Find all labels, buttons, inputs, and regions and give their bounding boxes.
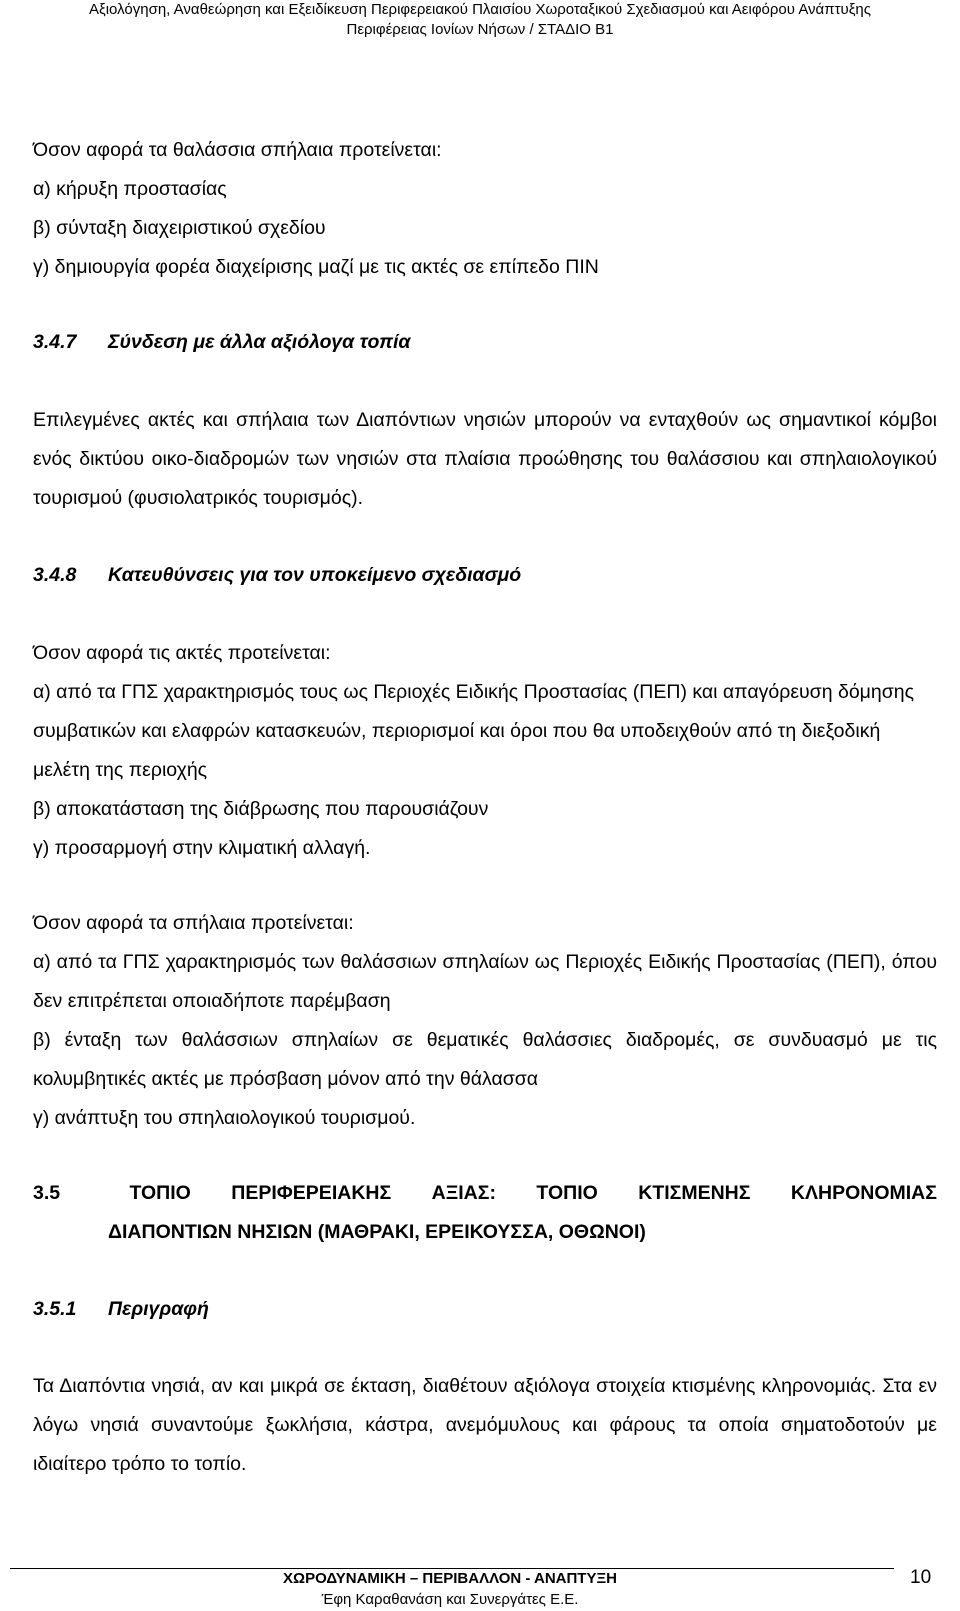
footer-line-1: ΧΩΡΟΔΥΝΑΜΙΚΗ – ΠΕΡΙΒΑΛΛΟΝ - ΑΝΑΠΤΥΞΗ <box>283 1570 617 1587</box>
section-heading-3-5 <box>33 1174 937 1252</box>
section-title-word: ΤΟΠΙΟ <box>536 1182 598 1204</box>
section-number: 3.4.7 <box>33 331 77 353</box>
list-item: α) από τα ΓΠΣ χαρακτηρισμός των θαλάσσιων σπηλαίων ως Περιοχές Ειδικής Προστασίας (ΠΕΠ), όπου δεν επιτρέπεται οποιαδήποτε παρέμβαση <box>33 951 937 1012</box>
section-title: Κατευθύνσεις για τον υποκείμενο σχεδιασμό <box>108 564 522 586</box>
section-title-word: ΠΕΡΙΦΕΡΕΙΑΚΗΣ <box>231 1182 392 1204</box>
list-item: γ) ανάπτυξη του σπηλαιολογικού τουρισμού. <box>33 1107 416 1129</box>
section-number: 3.4.8 <box>33 564 77 586</box>
section-heading-3-5-1 <box>33 1290 937 1329</box>
section-title-word: ΑΞΙΑΣ: <box>431 1182 496 1204</box>
caves-intro: Όσον αφορά τα σπήλαια προτείνεται: <box>33 912 354 934</box>
coasts-intro: Όσον αφορά τις ακτές προτείνεται: <box>33 642 331 664</box>
list-item: γ) δημιουργία φορέα διαχείρισης μαζί με τις ακτές σε επίπεδο ΠΙΝ <box>33 256 599 278</box>
header-line-1: Αξιολόγηση, Αναθεώρηση και Εξειδίκευση Περιφερειακού Πλαισίου Χωροταξικού Σχεδιασμού και Αειφόρου Ανάπτυξης <box>89 1 871 18</box>
section-number: 3.5.1 <box>33 1298 77 1320</box>
section-title: Σύνδεση με άλλα αξιόλογα τοπία <box>108 331 411 353</box>
list-item: α) κήρυξη προστασίας <box>33 178 227 200</box>
sea-caves-block <box>33 131 937 287</box>
section-heading-3-4-8 <box>33 556 937 595</box>
list-item: α) από τα ΓΠΣ χαρακτηρισμός τους ως Περιοχές Ειδικής Προστασίας (ΠΕΠ) και απαγόρευση δόμησης συμβατικών και ελαφρών κατασκευών, περιορισμοί και όροι που θα υποδειχθούν από τη διεξοδική μελέτη της περιοχής <box>33 681 915 781</box>
section-heading-3-4-7 <box>33 323 937 362</box>
section-3-5-1-paragraph: Τα Διαπόντια νησιά, αν και μικρά σε έκταση, διαθέτουν αξιόλογα στοιχεία κτισμένης κληρονομιάς. Στα εν λόγω νησιά συναντούμε ξωκλήσια, κάστρα, ανεμόμυλους και φάρους τα οποία σηματοδοτούν με ιδιαίτερο τρόπο το τοπίο. <box>33 1375 937 1475</box>
section-number: 3.5 <box>33 1182 61 1204</box>
caves-block <box>33 904 937 1138</box>
footer-line-2: Έφη Καραθανάση και Συνεργάτες Ε.Ε. <box>321 1591 579 1608</box>
page-number: 10 <box>910 1567 932 1588</box>
sea-caves-intro: Όσον αφορά τα θαλάσσια σπήλαια προτείνεται: <box>33 139 442 161</box>
list-item: γ) προσαρμογή στην κλιματική αλλαγή. <box>33 837 371 859</box>
coasts-block <box>33 634 937 868</box>
section-3-4-7-paragraph: Επιλεγμένες ακτές και σπήλαια των Διαπόντιων νησιών μπορούν να ενταχθούν ως σημαντικοί κόμβοι ενός δικτύου οικο-διαδρομών των νησιών στα πλαίσια προώθησης του θαλάσσιου και σπηλαιολογικού τουρισμού (φυσιολατρικός τουρισμός). <box>33 409 937 509</box>
section-title-line-2: ΔΙΑΠΟΝΤΙΩΝ ΝΗΣΙΩΝ (ΜΑΘΡΑΚΙ, ΕΡΕΙΚΟΥΣΣΑ, ΟΘΩΝΟΙ) <box>108 1221 646 1243</box>
page-header <box>0 0 960 40</box>
list-item: β) ένταξη των θαλάσσιων σπηλαίων σε θεματικές θαλάσσιες διαδρομές, σε συνδυασμό με τις κολυμβητικές ακτές με πρόσβαση μόνον από την θάλασσα <box>33 1029 937 1090</box>
section-title: Περιγραφή <box>108 1298 209 1320</box>
page-footer <box>0 1568 900 1610</box>
section-title-word: ΤΟΠΙΟ <box>129 1182 191 1204</box>
section-title-word: ΚΛΗΡΟΝΟΜΙΑΣ <box>790 1182 937 1204</box>
list-item: β) σύνταξη διαχειριστικού σχεδίου <box>33 217 326 239</box>
section-title-word: ΚΤΙΣΜΕΝΗΣ <box>638 1182 751 1204</box>
list-item: β) αποκατάσταση της διάβρωσης που παρουσιάζουν <box>33 798 489 820</box>
header-line-2: Περιφέρειας Ιονίων Νήσων / ΣΤΑΔΙΟ Β1 <box>346 21 614 38</box>
